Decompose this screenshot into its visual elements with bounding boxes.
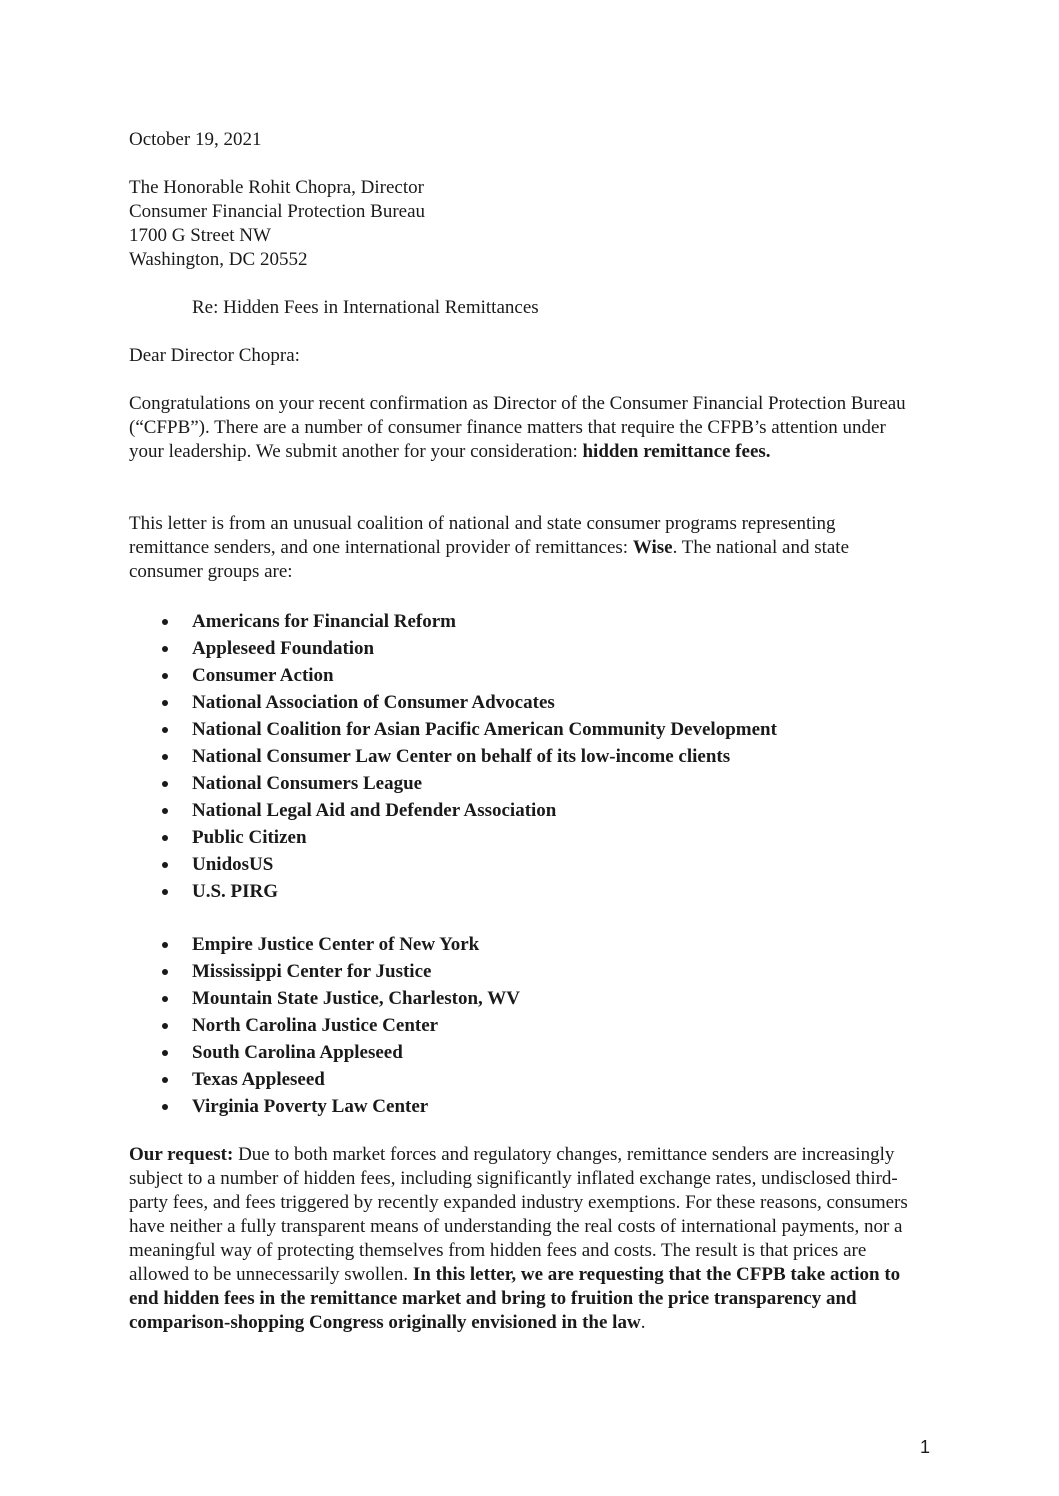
list-item: Appleseed Foundation bbox=[160, 635, 777, 662]
list-item: National Consumers League bbox=[160, 770, 777, 797]
request-paragraph bbox=[129, 1143, 929, 1335]
recipient-address bbox=[129, 176, 929, 272]
letter-date: October 19, 2021 bbox=[129, 129, 262, 150]
address-line: Consumer Financial Protection Bureau bbox=[129, 201, 426, 222]
bullet-icon bbox=[162, 942, 168, 948]
list-item: Americans for Financial Reform bbox=[160, 608, 777, 635]
list-item: Empire Justice Center of New York bbox=[160, 931, 520, 958]
list-item: National Coalition for Asian Pacific American Community Development bbox=[160, 716, 777, 743]
bullet-icon bbox=[162, 862, 168, 868]
bullet-icon bbox=[162, 1077, 168, 1083]
bullet-icon bbox=[162, 700, 168, 706]
bullet-icon bbox=[162, 969, 168, 975]
list-item: Public Citizen bbox=[160, 824, 777, 851]
bullet-icon bbox=[162, 754, 168, 760]
list-item: South Carolina Appleseed bbox=[160, 1039, 520, 1066]
coalition-paragraph bbox=[129, 512, 914, 584]
bullet-icon bbox=[162, 1050, 168, 1056]
page-number: 1 bbox=[920, 1437, 931, 1457]
list-item: National Association of Consumer Advocates bbox=[160, 689, 777, 716]
list-item: Texas Appleseed bbox=[160, 1066, 520, 1093]
list-item: Mountain State Justice, Charleston, WV bbox=[160, 985, 520, 1012]
state-groups-list bbox=[160, 931, 520, 1120]
bullet-icon bbox=[162, 781, 168, 787]
list-item: U.S. PIRG bbox=[160, 878, 777, 905]
coalition-bold: Wise bbox=[632, 537, 673, 558]
bullet-icon bbox=[162, 835, 168, 841]
bullet-icon bbox=[162, 619, 168, 625]
list-item: Mississippi Center for Justice bbox=[160, 958, 520, 985]
salutation: Dear Director Chopra: bbox=[129, 345, 300, 366]
intro-paragraph bbox=[129, 392, 925, 464]
address-line: 1700 G Street NW bbox=[129, 225, 271, 246]
list-item: Consumer Action bbox=[160, 662, 777, 689]
list-item: National Consumer Law Center on behalf of its low-income clients bbox=[160, 743, 777, 770]
bullet-icon bbox=[162, 889, 168, 895]
bullet-icon bbox=[162, 646, 168, 652]
list-item: Virginia Poverty Law Center bbox=[160, 1093, 520, 1120]
bullet-icon bbox=[162, 1023, 168, 1029]
address-line: Washington, DC 20552 bbox=[129, 249, 308, 270]
list-item: North Carolina Justice Center bbox=[160, 1012, 520, 1039]
request-label: Our request: bbox=[129, 1144, 234, 1165]
intro-bold: hidden remittance fees. bbox=[582, 441, 771, 462]
list-item: National Legal Aid and Defender Association bbox=[160, 797, 777, 824]
bullet-icon bbox=[162, 673, 168, 679]
national-groups-list bbox=[160, 608, 777, 905]
intro-text: Congratulations on your recent confirmation as Director of the Consumer Financial Protection Bureau (“CFPB”). There are a number of consumer finance matters that require the CFPB’s attention under your leadership. We submit another for your consideration: bbox=[129, 393, 906, 462]
bullet-icon bbox=[162, 996, 168, 1002]
request-bold: In this letter, we are requesting that the CFPB take action to end hidden fees in the remittance market and bring to fruition the price transparency and comparison-shopping Congress originally envisioned in the law bbox=[129, 1264, 901, 1333]
subject-line: Re: Hidden Fees in International Remittances bbox=[192, 297, 539, 318]
request-end: . bbox=[640, 1312, 646, 1333]
list-item: UnidosUS bbox=[160, 851, 777, 878]
bullet-icon bbox=[162, 1104, 168, 1110]
coalition-text-end: . The national and state consumer groups are: bbox=[129, 537, 850, 582]
coalition-text: This letter is from an unusual coalition of national and state consumer programs representing remittance senders, and one international provider of remittances: bbox=[129, 513, 836, 558]
bullet-icon bbox=[162, 727, 168, 733]
address-line: The Honorable Rohit Chopra, Director bbox=[129, 177, 424, 198]
request-text: Due to both market forces and regulatory changes, remittance senders are increasingly subject to a number of hidden fees, including significantly inflated exchange rates, undisclosed third-party fees, and fees triggered by recently expanded industry exemptions. For these reasons, consumers have neither a fully transparent means of understanding the real costs of international payments, nor a meaningful way of protecting themselves from hidden fees and costs. The result is that prices are allowed to be unnecessarily swollen. bbox=[129, 1144, 908, 1285]
bullet-icon bbox=[162, 808, 168, 814]
